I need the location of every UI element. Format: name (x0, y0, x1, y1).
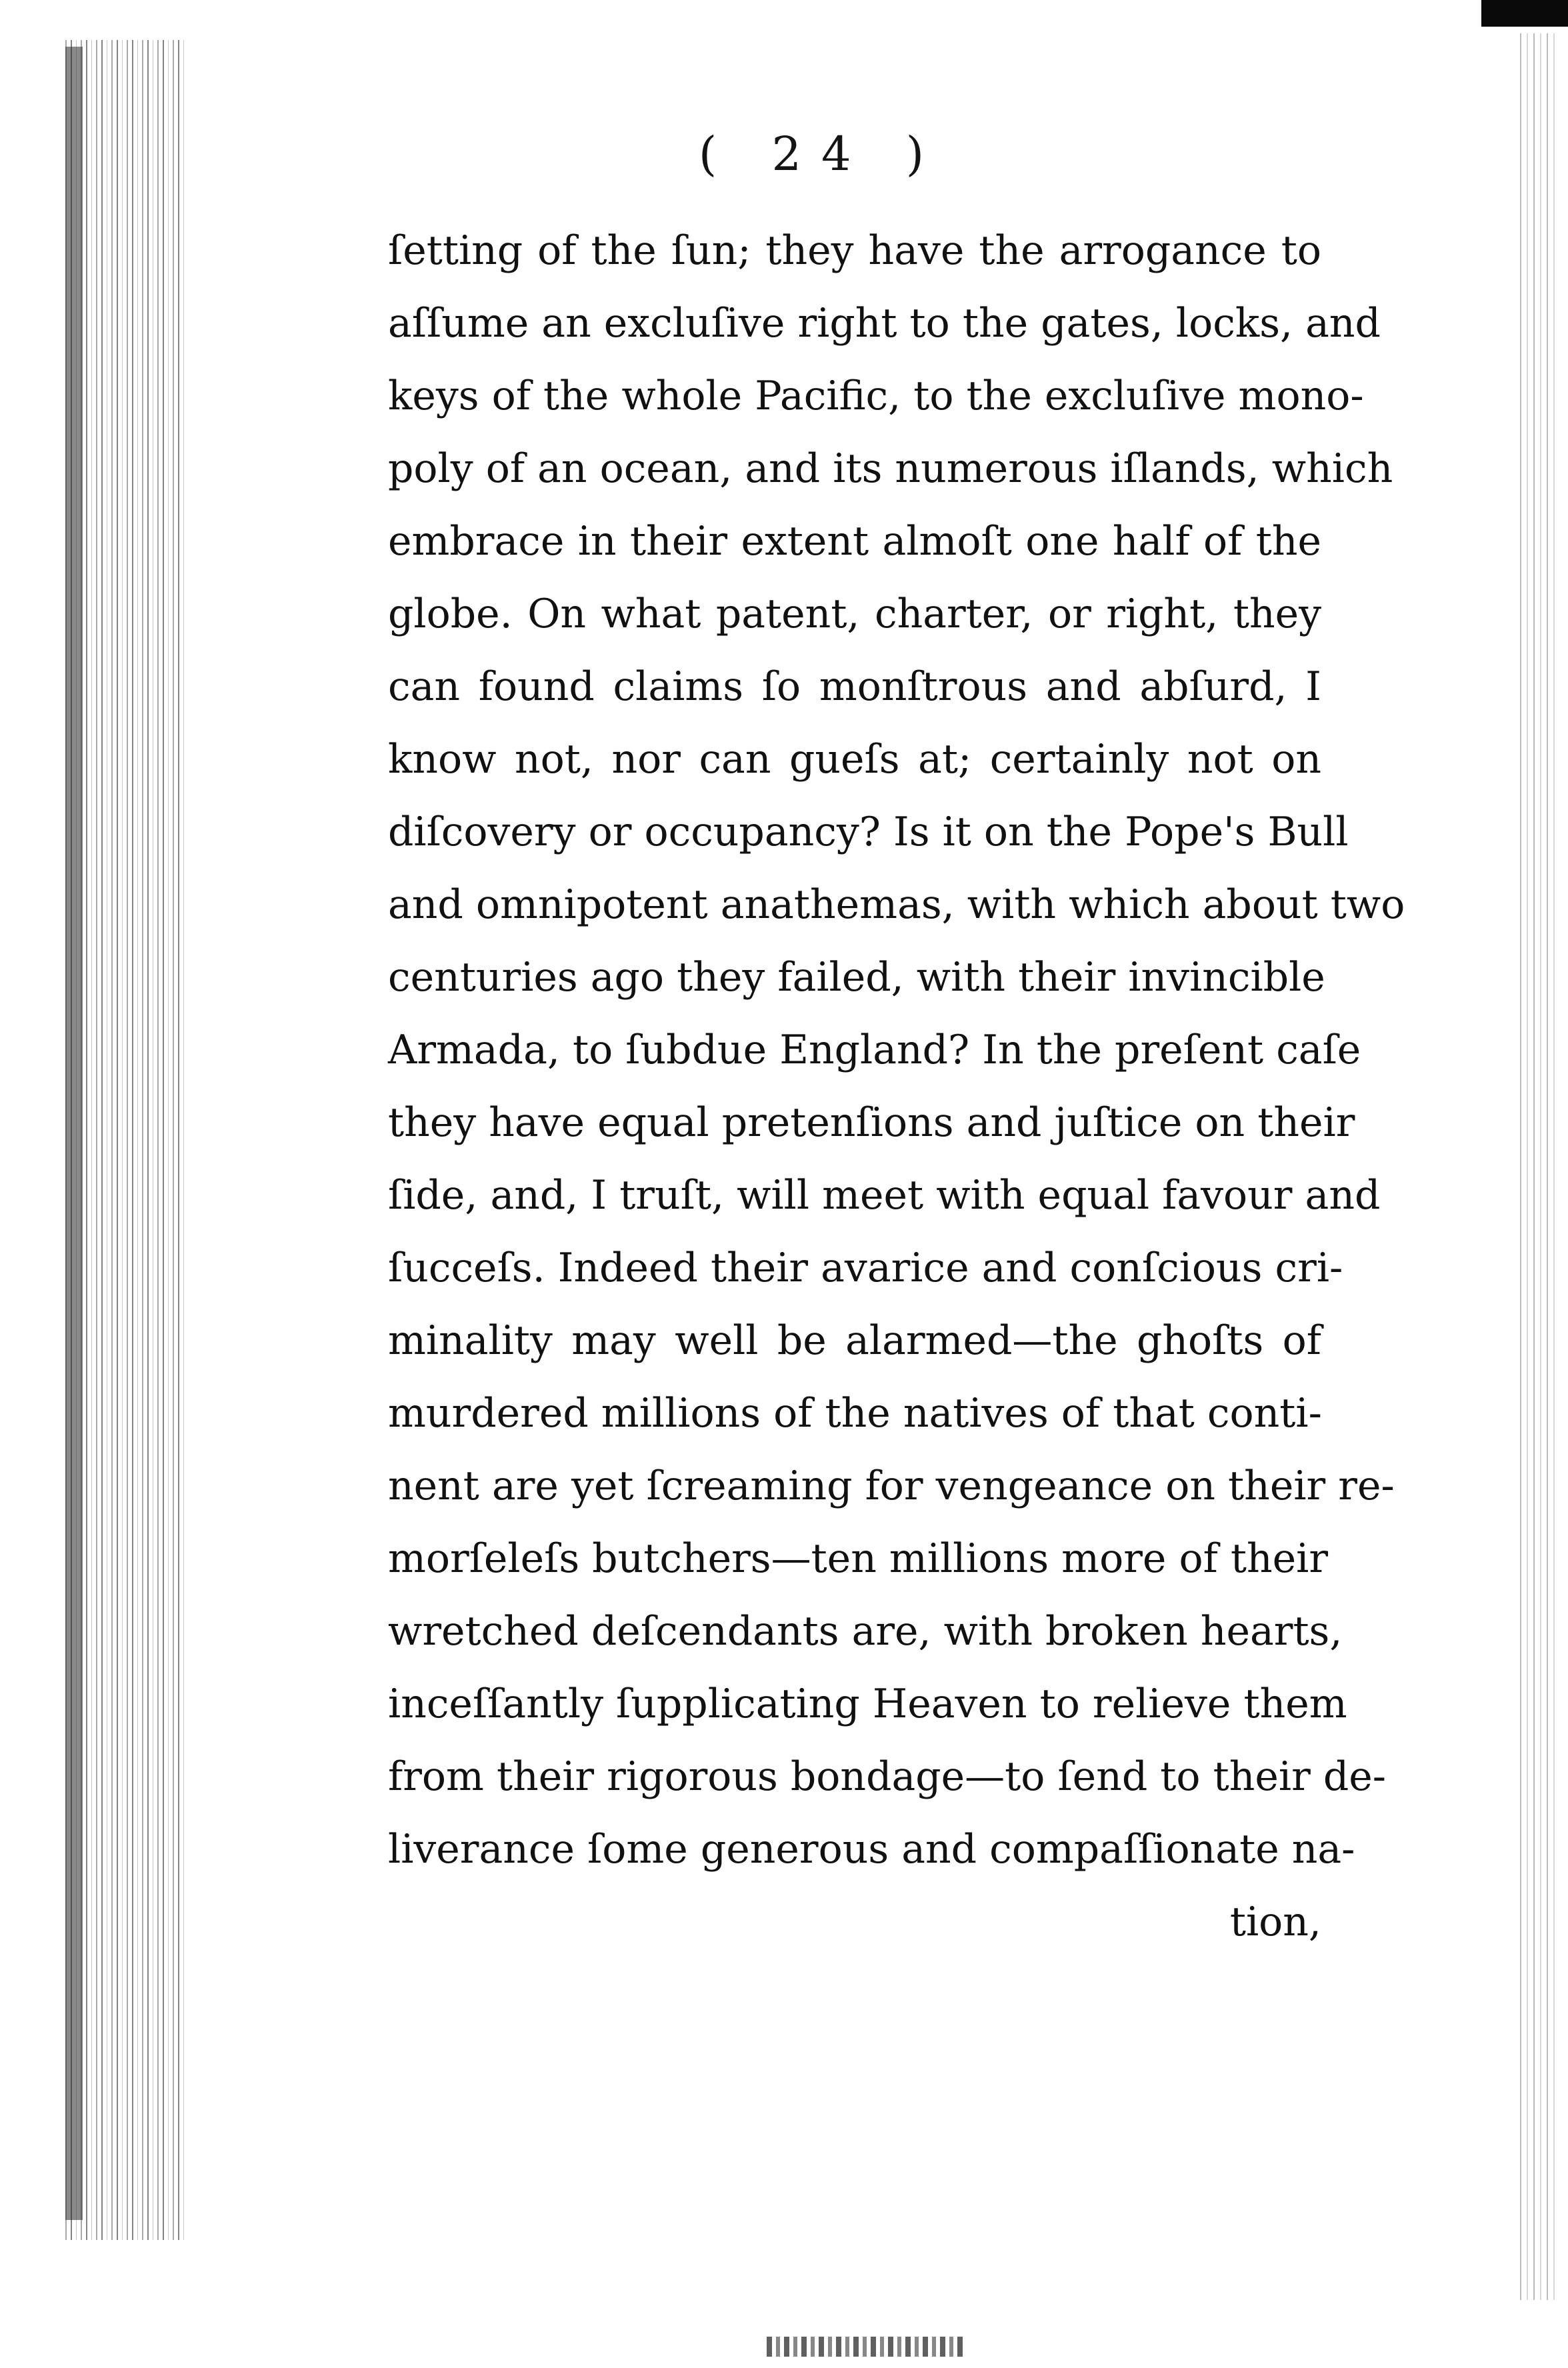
text-line: liverance ſome generous and compaſſionate na- (388, 1826, 1355, 1873)
text-line: ſide, and, I truſt, will meet with equal favour and (388, 1172, 1381, 1219)
text-line: morſeleſs butchers—ten millions more of their (388, 1535, 1328, 1582)
text-line: inceſſantly ſupplicating Heaven to relieve them (388, 1681, 1347, 1727)
text-line: embrace in their extent almoſt one half of the (388, 518, 1321, 565)
text-line: and omnipotent anathemas, with which about two (388, 881, 1405, 928)
text-line: nent are yet ſcreaming for vengeance on their re- (388, 1463, 1395, 1509)
binding-shadow (65, 47, 83, 2220)
catchword: tion, (1229, 1899, 1321, 1945)
text-line: wretched deſcendants are, with broken hearts, (388, 1608, 1343, 1655)
right-page-edge (1515, 33, 1555, 2300)
text-line: from their rigorous bondage—to ſend to their de- (388, 1753, 1387, 1800)
text-line: Armada, to ſubdue England? In the preſent caſe (388, 1027, 1361, 1073)
text-line: ſetting of the ſun; they have the arrogance to (388, 227, 1321, 274)
text-line: aſſume an excluſive right to the gates, locks, and (388, 300, 1381, 347)
text-line: ſucceſs. Indeed their avarice and conſcious cri- (388, 1245, 1343, 1291)
text-line: know not, nor can gueſs at; certainly not on (388, 736, 1321, 783)
text-line: minality may well be alarmed—the ghoſts of (388, 1317, 1321, 1364)
scan-corner (1481, 0, 1568, 27)
bottom-scan-smudge (767, 2337, 967, 2357)
page-number: ( 24 ) (698, 127, 945, 181)
text-line: poly of an ocean, and its numerous iſlands, which (388, 445, 1393, 492)
text-line: can found claims ſo monſtrous and abſurd, I (388, 663, 1321, 710)
text-line: diſcovery or occupancy? Is it on the Pope's Bull (388, 809, 1349, 855)
text-line: globe. On what patent, charter, or right, they (388, 591, 1321, 637)
text-line: murdered millions of the natives of that conti- (388, 1390, 1322, 1437)
text-line: keys of the whole Pacific, to the excluſive mono- (388, 373, 1364, 419)
body-text (388, 215, 1405, 1959)
text-line: centuries ago they failed, with their invincible (388, 954, 1325, 1001)
text-line: they have equal pretenſions and juſtice on their (388, 1099, 1355, 1146)
book-page (188, 40, 1455, 2240)
